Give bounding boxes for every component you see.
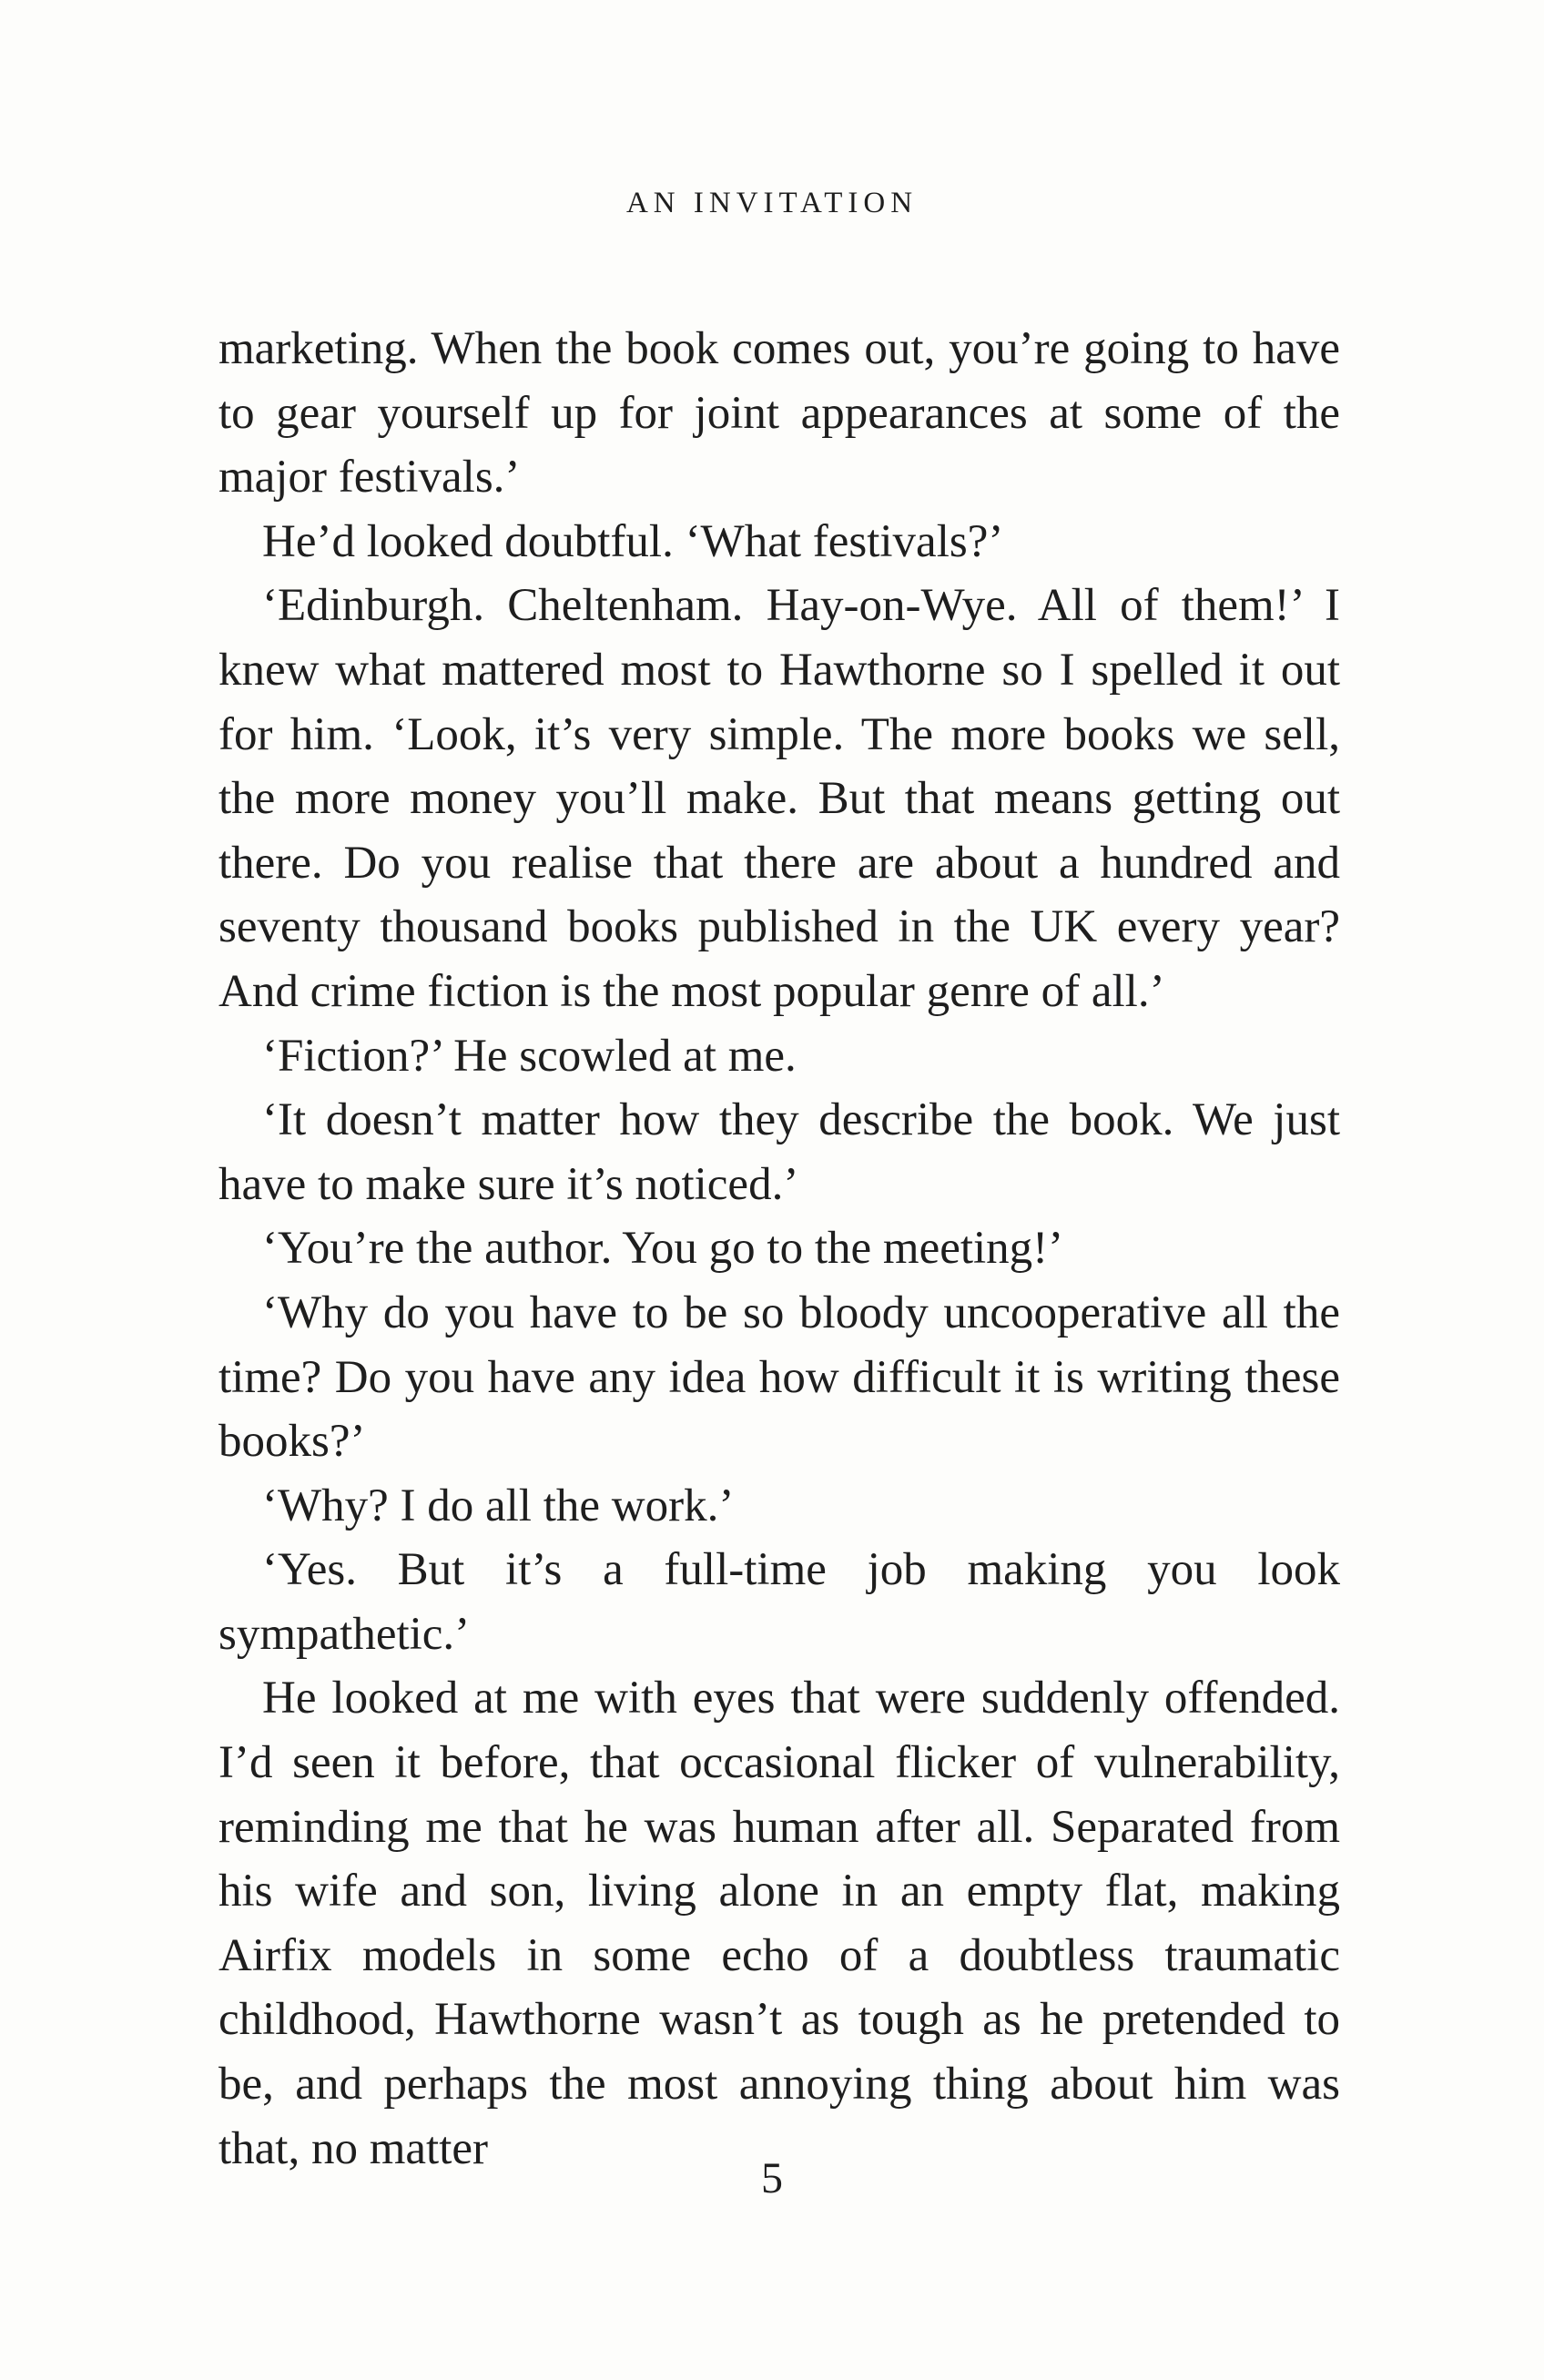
paragraph-6: ‘You’re the author. You go to the meeting!’ bbox=[262, 1223, 1064, 1275]
paragraph-2: He’d looked doubtful. ‘What festivals?’ bbox=[262, 515, 1004, 567]
body-text bbox=[218, 317, 1340, 2181]
page-number: 5 bbox=[761, 2154, 783, 2202]
paragraph-3: ‘Edinburgh. Cheltenham. Hay-on-Wye. All of them!’ I knew what mattered most to Hawthorne so I spelled it out for him. ‘Look, it’s very simple. The more books we sell, the more money you’ll make. But that means getting out there. Do you realise that there are about a hundred and seventy thousand books published in the UK every year? And crime fiction is the most popular genre of all.’ bbox=[218, 580, 1340, 1017]
paragraph-5: ‘It doesn’t matter how they describe the book. We just have to make sure it’s noticed.’ bbox=[218, 1094, 1340, 1210]
paragraph-4: ‘Fiction?’ He scowled at me. bbox=[262, 1030, 797, 1082]
paragraph-9: ‘Yes. But it’s a full-time job making you look sympathetic.’ bbox=[218, 1544, 1340, 1660]
paragraph-7: ‘Why do you have to be so bloody uncooperative all the time? Do you have any idea how difficult it is writing these books?’ bbox=[218, 1287, 1340, 1468]
running-head: AN INVITATION bbox=[625, 187, 919, 219]
paragraph-1: marketing. When the book comes out, you’re going to have to gear yourself up for joint appearances at some of the major festivals.’ bbox=[218, 323, 1340, 503]
paragraph-10: He looked at me with eyes that were suddenly offended. I’d seen it before, that occasional flicker of vulnerability, reminding me that he was human after all. Separated from his wife and son, living alone in an empty flat, making Airfix models in some echo of a doubtless traumatic childhood, Hawthorne wasn’t as tough as he pretended to be, and perhaps the most annoying thing about him was that, no matter bbox=[218, 1673, 1340, 2174]
paragraph-8: ‘Why? I do all the work.’ bbox=[262, 1480, 735, 1531]
